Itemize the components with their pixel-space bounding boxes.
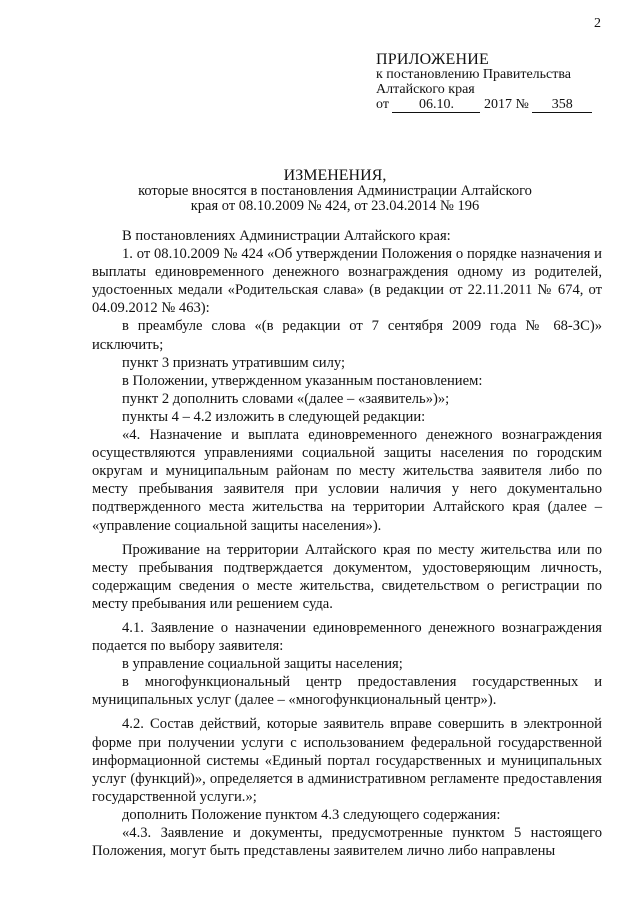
paragraph: пункты 4 – 4.2 изложить в следующей редакции:: [122, 408, 426, 425]
paragraph: «4.3. Заявление и документы, предусмотренные пунктом 5 настоящего Положения, могут быть представлены заявителем лично либо направлены: [92, 825, 602, 860]
paragraph: В постановлениях Администрации Алтайского края:: [122, 228, 451, 244]
paragraph: пункт 3 признать утратившим силу;: [122, 354, 346, 371]
paragraph: в преамбуле слова «(в редакции от 7 сентября 2009 года № 68-ЗС)» исключить;: [92, 318, 602, 353]
from-label: от: [376, 97, 389, 112]
paragraph: в управление социальной защиты населения;: [122, 656, 403, 673]
appendix-line-1: к постановлению Правительства: [376, 67, 572, 82]
paragraph: 4.1. Заявление о назначении единовременного денежного вознаграждения подается по выбору заявителя:: [92, 619, 602, 655]
appendix-date-line: [376, 97, 592, 113]
paragraph: 4.2. Состав действий, которые заявитель вправе совершить в электронной форме при получении услуги с использованием федеральной государственной информационной системы «Единый портал государственных и муниципальных услуг (функций)», определяется в административном регламенте предоставления государственной услуги.»;: [92, 716, 602, 805]
paragraph: пункт 2 дополнить словами «(далее – «заявитель»)»;: [122, 390, 450, 407]
number-value: 358: [532, 97, 592, 113]
appendix-block: [376, 52, 592, 113]
page-number: 2: [594, 16, 601, 31]
title-main: ИЗМЕНЕНИЯ,: [283, 167, 387, 184]
number-label: №: [515, 97, 529, 112]
appendix-heading: ПРИЛОЖЕНИЕ: [376, 51, 490, 68]
paragraph: в Положении, утвержденном указанным постановлением:: [122, 372, 483, 389]
paragraph: 1. от 08.10.2009 № 424 «Об утверждении Положения о порядке назначения и выплаты единовременного денежного вознаграждения одному из родителей, удостоенных медали «Родительская слава» (в редакции от 22.11.2011 № 674, от 04.09.2012 № 463):: [92, 246, 602, 317]
appendix-line-2: Алтайского края: [376, 82, 475, 97]
date-value: 06.10.: [392, 97, 480, 113]
paragraph: в многофункциональный центр предоставления государственных и муниципальных услуг (далее – «многофункциональный центр»).: [92, 674, 602, 709]
document-title: [90, 168, 580, 214]
document-body: [92, 227, 602, 860]
title-line-2: края от 08.10.2009 № 424, от 23.04.2014 № 196: [190, 198, 480, 214]
title-line-1: которые вносятся в постановления Администрации Алтайского: [138, 183, 532, 199]
paragraph: Проживание на территории Алтайского края по месту жительства или по месту пребывания подтверждается документом, удостоверяющим личность, содержащим сведения о месте жительства, свидетельством о регистрации по месту пребывания или решением суда.: [92, 541, 602, 612]
paragraph: дополнить Положение пунктом 4.3 следующего содержания:: [122, 806, 501, 823]
paragraph: «4. Назначение и выплата единовременного денежного вознаграждения осуществляются управлениями социальной защиты населения по городским округам и муниципальным районам по месту жительства заявителя либо по месту пребывания заявителя при условии наличия у него документально подтвержденного места жительства на территории Алтайского края (далее – «управление социальной защиты населения»).: [92, 427, 602, 534]
year-value: 2017: [483, 97, 512, 112]
